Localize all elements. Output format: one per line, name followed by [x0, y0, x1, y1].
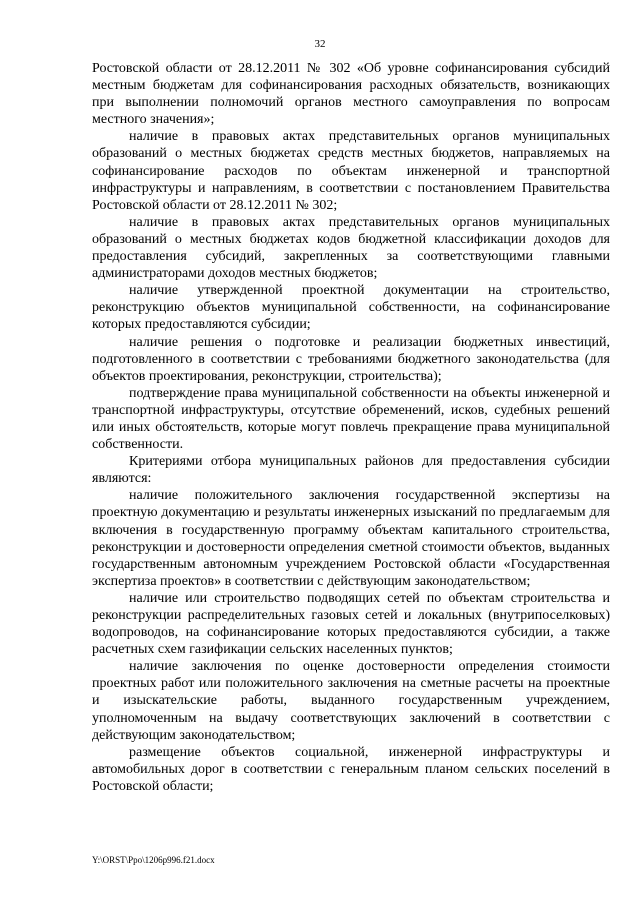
body-paragraph: наличие положительного заключения государственной экспертизы на проектную документацию и результаты инженерных изысканий по предлагаемым для включения в государственную программу объектам капитального строительства, реконструкции и достоверности определения сметной стоимости объектов, выданных государственным автономным учреждением Ростовской области «Государственная экспертиза проектов» в соответствии с действующим законодательством; — [92, 488, 610, 589]
footer-file-path: Y:\ORST\Ppo\1206p996.f21.docx — [92, 855, 215, 865]
body-paragraph: наличие заключения по оценке достоверности определения стоимости проектных работ или положительного заключения на сметные расчеты на проектные и изыскательские работы, выданного государственным учреждением, уполномоченным на выдачу соответствующих заключений в соответствии с действующим законодательством; — [92, 659, 610, 743]
body-paragraph: размещение объектов социальной, инженерной инфраструктуры и автомобильных дорог в соответствии с генеральным планом сельских поселений в Ростовской области; — [92, 744, 610, 794]
body-paragraph: подтверждение права муниципальной собственности на объекты инженерной и транспортной инфраструктуры, отсутствие обременений, исков, судебных решений или иных обстоятельств, которые могут повлечь прекращение права муниципальной собственности. — [92, 385, 610, 453]
body-paragraph: Критериями отбора муниципальных районов для предоставления субсидии являются: — [92, 454, 610, 487]
document-body — [92, 60, 610, 795]
body-paragraph: наличие решения о подготовке и реализации бюджетных инвестиций, подготовленного в соответствии с требованиями бюджетного законодательства (для объектов проектирования, реконструкции, строительства); — [92, 334, 610, 384]
body-paragraph: наличие утвержденной проектной документации на строительство, реконструкцию объектов муниципальной собственности, на софинансирование которых предоставляются субсидии; — [92, 283, 610, 333]
body-paragraph: наличие в правовых актах представительных органов муниципальных образований о местных бюджетах средств местных бюджетов, направляемых на софинансирование расходов по объектам инженерной и транспортной инфраструктуры и направлениям, в соответствии с постановлением Правительства Ростовской области от 28.12.2011 № 302; — [92, 129, 610, 213]
body-paragraph: Ростовской области от 28.12.2011 № 302 «Об уровне софинансирования субсидий местным бюджетам для софинансирования расходных обязательств, возникающих при выполнении полномочий органов местного самоуправления по вопросам местного значения»; — [92, 61, 610, 128]
body-paragraph: наличие в правовых актах представительных органов муниципальных образований о местных бюджетах кодов бюджетной классификации доходов для предоставления субсидий, закрепленных за соответствующими главными администраторами доходов местных бюджетов; — [92, 214, 610, 282]
page-number: 32 — [314, 38, 326, 50]
body-paragraph: наличие или строительство подводящих сетей по объектам строительства и реконструкции распределительных газовых сетей и локальных (внутрипоселковых) водопроводов, на софинансирование которых предоставляются субсидии, а также расчетных схем газификации сельских населенных пунктов; — [92, 590, 610, 658]
